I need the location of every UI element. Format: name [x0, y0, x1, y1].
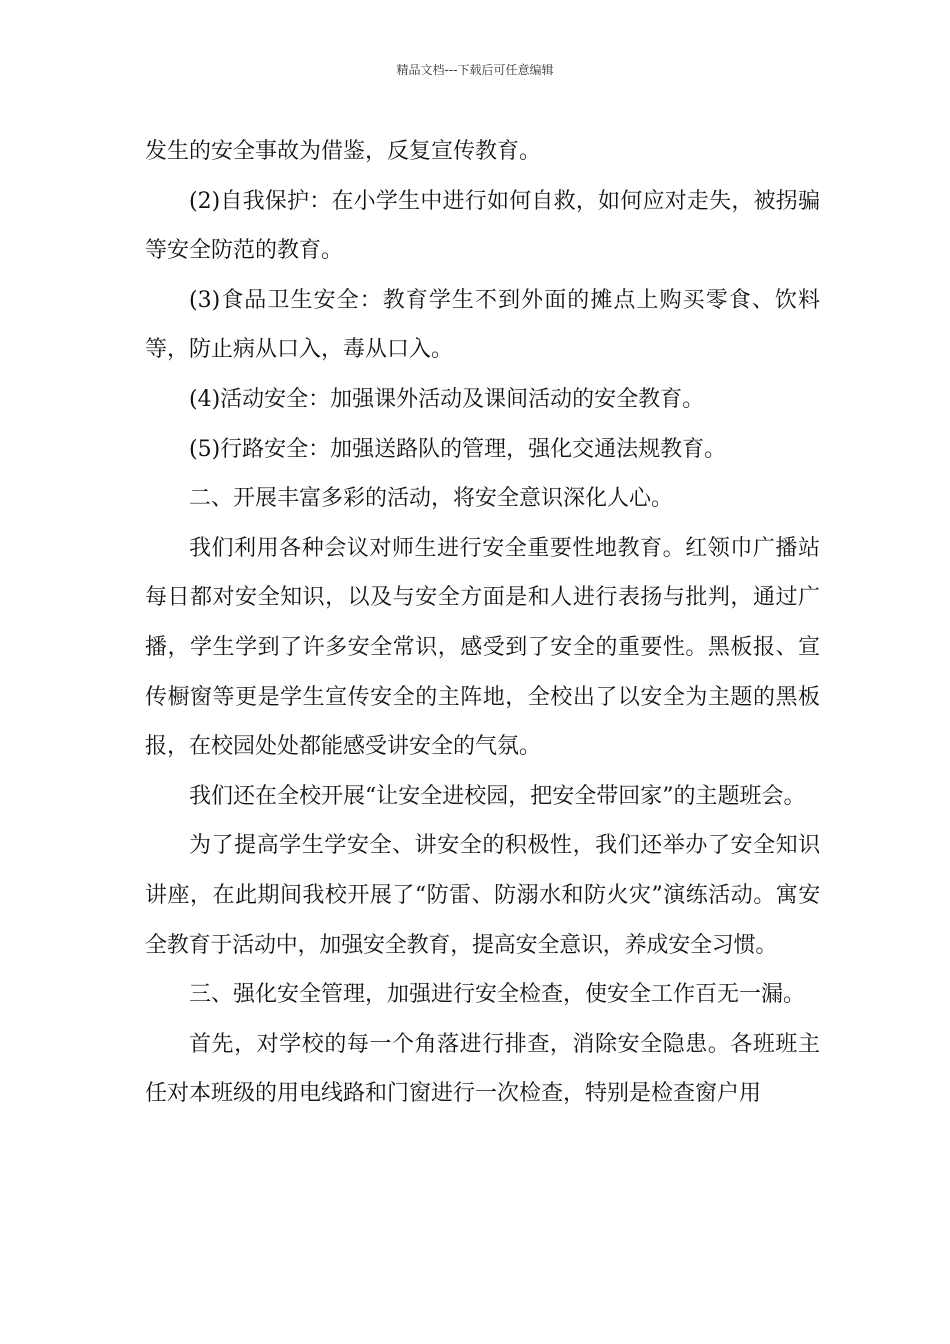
paragraph-9: 为了提高学生学安全、讲安全的积极性，我们还举办了安全知识讲座，在此期间我校开展了“防雷、防溺水和防火灾”演练活动。寓安全教育于活动中，加强安全教育，提高安全意识，养成安全习惯。: [145, 833, 820, 958]
paragraph-7: 我们利用各种会议对师生进行安全重要性地教育。红领巾广播站每日都对安全知识，以及与安全方面是和人进行表扬与批判，通过广播，学生学到了许多安全常识，感受到了安全的重要性。黑板报、宣传橱窗等更是学生宣传安全的主阵地，全校出了以安全为主题的黑板报，在校园处处都能感受讲安全的气氛。: [145, 535, 820, 760]
section-heading-3: 三、强化安全管理，加强进行安全检查，使安全工作百无一漏。: [189, 982, 806, 1008]
paragraph-1: 发生的安全事故为借鉴，反复宣传教育。: [145, 139, 542, 164]
paragraph-8: 我们还在全校开展“让安全进校园，把安全带回家”的主题班会。: [189, 783, 806, 809]
page-header: 精品文档---下载后可任意编辑: [396, 63, 554, 77]
paragraph-2: (2)自我保护：在小学生中进行如何自救，如何应对走失，被拐骗等安全防范的教育。: [145, 188, 820, 264]
paragraph-3: (3)食品卫生安全：教育学生不到外面的摊点上购买零食、饮料等，防止病从口入，毒从口入。: [145, 287, 820, 363]
paragraph-11: 首先，对学校的每一个角落进行排查，消除安全隐患。各班班主任对本班级的用电线路和门窗进行一次检查，特别是检查窗户用: [145, 1031, 820, 1107]
paragraph-5: (5)行路安全：加强送路队的管理，强化交通法规教育。: [189, 436, 727, 462]
document-body: [145, 127, 820, 1119]
paragraph-4: (4)活动安全：加强课外活动及课间活动的安全教育。: [189, 386, 705, 412]
section-heading-2: 二、开展丰富多彩的活动，将安全意识深化人心。: [189, 486, 674, 512]
